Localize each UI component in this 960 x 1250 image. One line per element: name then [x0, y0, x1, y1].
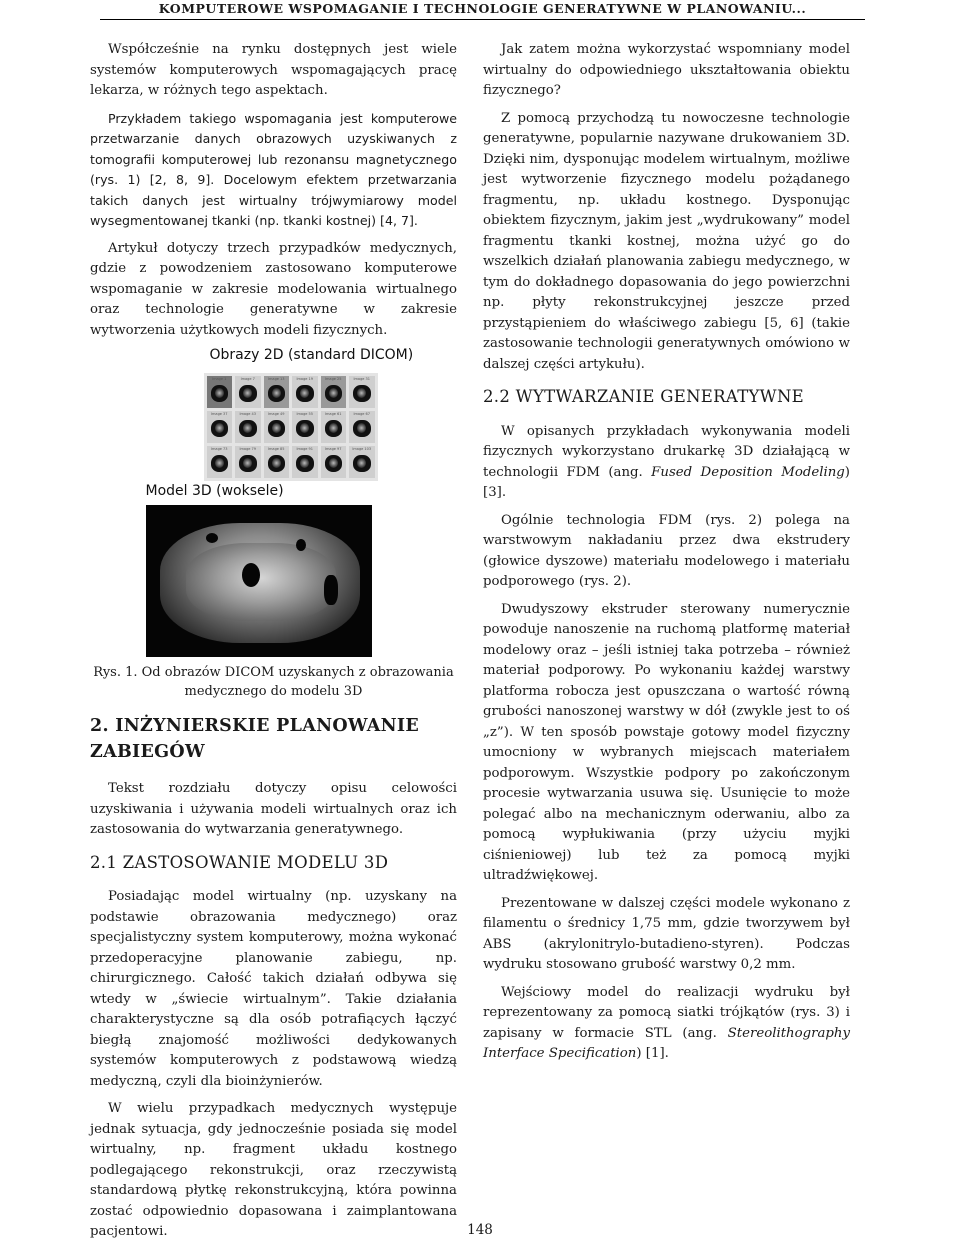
dicom-tile: [349, 376, 375, 408]
ct-slice-image: [353, 420, 371, 437]
figure-1: [145, 345, 414, 659]
dicom-tile: [207, 411, 233, 443]
dicom-tile: [207, 446, 233, 478]
ct-slice-image: [239, 455, 257, 472]
paragraph: Jak zatem można wykorzystać wspomniany model wirtualny do odpowiedniego ukształtowania obiektu fizycznego?: [483, 42, 850, 98]
ct-slice-image: [239, 385, 257, 402]
figure-1-caption: Rys. 1. Od obrazów DICOM uzyskanych z obrazowania medycznego do modelu 3D: [93, 665, 454, 699]
section-2-heading: 2. INŻYNIERSKIE PLANOWANIE ZABIEGÓW: [90, 716, 420, 762]
ct-slice-image: [296, 385, 314, 402]
ct-slice-image: [353, 455, 371, 472]
dicom-tile: [292, 411, 318, 443]
ct-slice-image: [268, 455, 286, 472]
dicom-tile-label: Image 37: [210, 412, 228, 416]
ct-slice-image: [211, 420, 229, 437]
dicom-tile: [264, 411, 290, 443]
dicom-tile: [264, 376, 290, 408]
paragraph: Z pomocą przychodzą tu nowoczesne technologie generatywne, popularnie nazywane drukowaniem 3D. Dzięki nim, dysponując modelem wirtualnym, możliwe jest wytworzenie fizycznego modelu pożądanego fragmentu, np. układu kostnego. Dysponując obiektem fizycznym, jakim jest „wydrukowany” model fragmentu tkanki kostnej, można użyć go do wszelkich działań planowania zabiegu medycznego, w tym do dokładnego dopasowania do jego powierzchni np. płyty rekonstrukcyjnej jeszcze przed przystąpieniem do właściwego zabiegu [5, 6] (takie zastosowanie technologii generatywnych omówiono w dalszej części artykułu).: [483, 110, 850, 372]
dicom-tile-label: Image 103: [352, 447, 372, 451]
running-head: KOMPUTEROWE WSPOMAGANIE I TECHNOLOGIE GENERATYWNE W PLANOWANIU...: [100, 0, 865, 20]
dicom-tile-label: Image 55: [296, 412, 314, 416]
dicom-tile-label: Image 19: [296, 377, 314, 381]
paragraph: Artykuł dotyczy trzech przypadków medycznych, gdzie z powodzeniem zastosowano komputerowe wspomaganie w zakresie modelowania wirtualnego oraz technologie generatywne w zakresie wytworzenia użytkowych modeli fizycznych.: [90, 240, 457, 338]
dicom-tile-label: Image 61: [324, 412, 342, 416]
ct-slice-image: [211, 385, 229, 402]
dicom-tile-label: Image 1: [212, 377, 227, 381]
figure-label-3d: Model 3D (woksele): [145, 483, 284, 499]
dicom-tile-label: Image 79: [239, 447, 257, 451]
ct-slice-image: [325, 455, 343, 472]
dicom-tile: [264, 446, 290, 478]
dicom-tile: [321, 411, 347, 443]
ct-slice-image: [296, 420, 314, 437]
dicom-image-grid: [204, 373, 378, 481]
dicom-tile-label: Image 49: [267, 412, 285, 416]
dicom-tile: [235, 446, 261, 478]
ct-slice-image: [325, 385, 343, 402]
dicom-tile-label: Image 91: [296, 447, 314, 451]
dicom-tile-label: Image 31: [353, 377, 371, 381]
text-run: Wejściowy model do realizacji wydruku był reprezentowany za pomocą siatki trójkątów (rys. 3) i zapisany w formacie STL (ang.: [483, 984, 850, 1041]
figure-label-2d: Obrazy 2D (standard DICOM): [209, 347, 414, 363]
text-run: ) [1].: [636, 1046, 669, 1061]
dicom-tile: [292, 446, 318, 478]
ct-slice-image: [296, 455, 314, 472]
dicom-tile-label: Image 73: [210, 447, 228, 451]
text-run: W opisanych przykładach wykonywania modeli fizycznych wykorzystano drukarkę 3D działającą w technologii FDM (ang.: [483, 423, 850, 480]
dicom-tile: [321, 376, 347, 408]
ct-slice-image: [268, 420, 286, 437]
paragraph: [483, 422, 850, 504]
dicom-tile-label: Image 13: [267, 377, 285, 381]
dicom-tile: [207, 376, 233, 408]
paragraph: W wielu przypadkach medycznych występuje jednak sytuacja, gdy jednocześnie posiada się model wirtualny, np. fragment układu kostnego podlegającego rekonstrukcji, oraz rzeczywistą standardową płytkę rekonstrukcyjną, która powinna zostać odpowiednio dopasowana i zaimplantowana pacjentowi.: [90, 1101, 457, 1239]
dicom-tile-label: Image 7: [240, 377, 255, 381]
ct-slice-image: [325, 420, 343, 437]
emphasis: Stereolithography Interface Specification: [483, 1025, 850, 1061]
dicom-tile-label: Image 43: [239, 412, 257, 416]
dicom-tile-label: Image 97: [324, 447, 342, 451]
paragraph: Ogólnie technologia FDM (rys. 2) polega na warstwowym nakładaniu przez dwa ekstrudery (głowice dyszowe) materiału modelowego i materiału podporowego (rys. 2).: [483, 512, 850, 589]
paragraph: Prezentowane w dalszej części modele wykonano z filamentu o średnicy 1,75 mm, gdzie tworzywem był ABS (akrylonitrylo-butadieno-styren). Podczas wydruku stosowano grubość warstwy 0,2 mm.: [483, 895, 850, 972]
ct-slice-image: [239, 420, 257, 437]
paragraph: [483, 983, 850, 1065]
dicom-tile-label: Image 67: [353, 412, 371, 416]
paragraph: Posiadając model wirtualny (np. uzyskany na podstawie obrazowania medycznego) oraz specjalistyczny system komputerowy, można wykonać przedoperacyjne planowanie zabiegu, np. chirurgicznego. Całość takich działań odbywa się wtedy w „świecie wirtualnym”. Takie działania charakterystyczne są dla osób potrafiących łączyć biegłą znajomość możliwości dedykowanych systemów komputerowych z podstawową wiedzą medyczną, czyli dla bioinżynierów.: [90, 889, 457, 1089]
text-run: ) [3].: [483, 464, 850, 500]
dicom-tile-label: Image 85: [267, 447, 285, 451]
paragraph: Dwudyszowy ekstruder sterowany numerycznie powoduje nanoszenie na ruchomą platformę materiał modelowy oraz – jeśli istniej taka potrzeba – również materiał podporowy. Po wykonaniu każdej warstwy platforma robocza jest opuszczana o wartość równą grubości nanoszonej warstwy w dół (zwykle jest to oś „z”). W ten sposób powstaje gotowy model fizyczny umocniony w wybranych miejscach materiałem podporowym. Wszystkie podpory po zakończonym procesie wytwarzania usuwa się. Usunięcie to może polegać albo na mechanicznym oderwaniu, albo za pomocą wypłukiwania (przy użyciu myjki ciśnieniowej) lub też za pomocą myjki ultradźwiękowej.: [483, 601, 850, 883]
page-number: 148: [467, 1222, 493, 1238]
ct-slice-image: [353, 385, 371, 402]
dicom-tile: [349, 446, 375, 478]
dicom-tile: [292, 376, 318, 408]
paragraph: Współcześnie na rynku dostępnych jest wiele systemów komputerowych wspomagających pracę lekarza, w różnych tego aspektach.: [90, 42, 457, 98]
dicom-tile-label: Image 25: [324, 377, 342, 381]
subsection-2-1-heading: 2.1 ZASTOSOWANIE MODELU 3D: [90, 852, 389, 872]
paragraph: Przykładem takiego wspomagania jest komputerowe przetwarzanie danych obrazowych uzyskiwanych z tomografii komputerowej lub rezonansu magnetycznego (rys. 1) [2, 8, 9]. Docelowym efektem przetwarzania takich danych jest wirtualny trójwymiarowy model wysegmentowanej tkanki (np. tkanki kostnej) [4, 7].: [90, 110, 457, 228]
ct-slice-image: [268, 385, 286, 402]
dicom-tile: [235, 411, 261, 443]
voxel-model-image: [146, 505, 372, 657]
paragraph: Tekst rozdziału dotyczy opisu celowości uzyskiwania i używania modeli wirtualnych oraz ich zastosowania do wytwarzania generatywnego.: [90, 781, 457, 837]
dicom-tile: [235, 376, 261, 408]
right-column: [483, 40, 850, 1072]
left-column: [90, 40, 457, 1250]
ct-slice-image: [211, 455, 229, 472]
emphasis: Fused Deposition Modeling: [651, 464, 845, 480]
subsection-2-2-heading: 2.2 WYTWARZANIE GENERATYWNE: [483, 387, 805, 406]
dicom-tile: [349, 411, 375, 443]
dicom-tile: [321, 446, 347, 478]
